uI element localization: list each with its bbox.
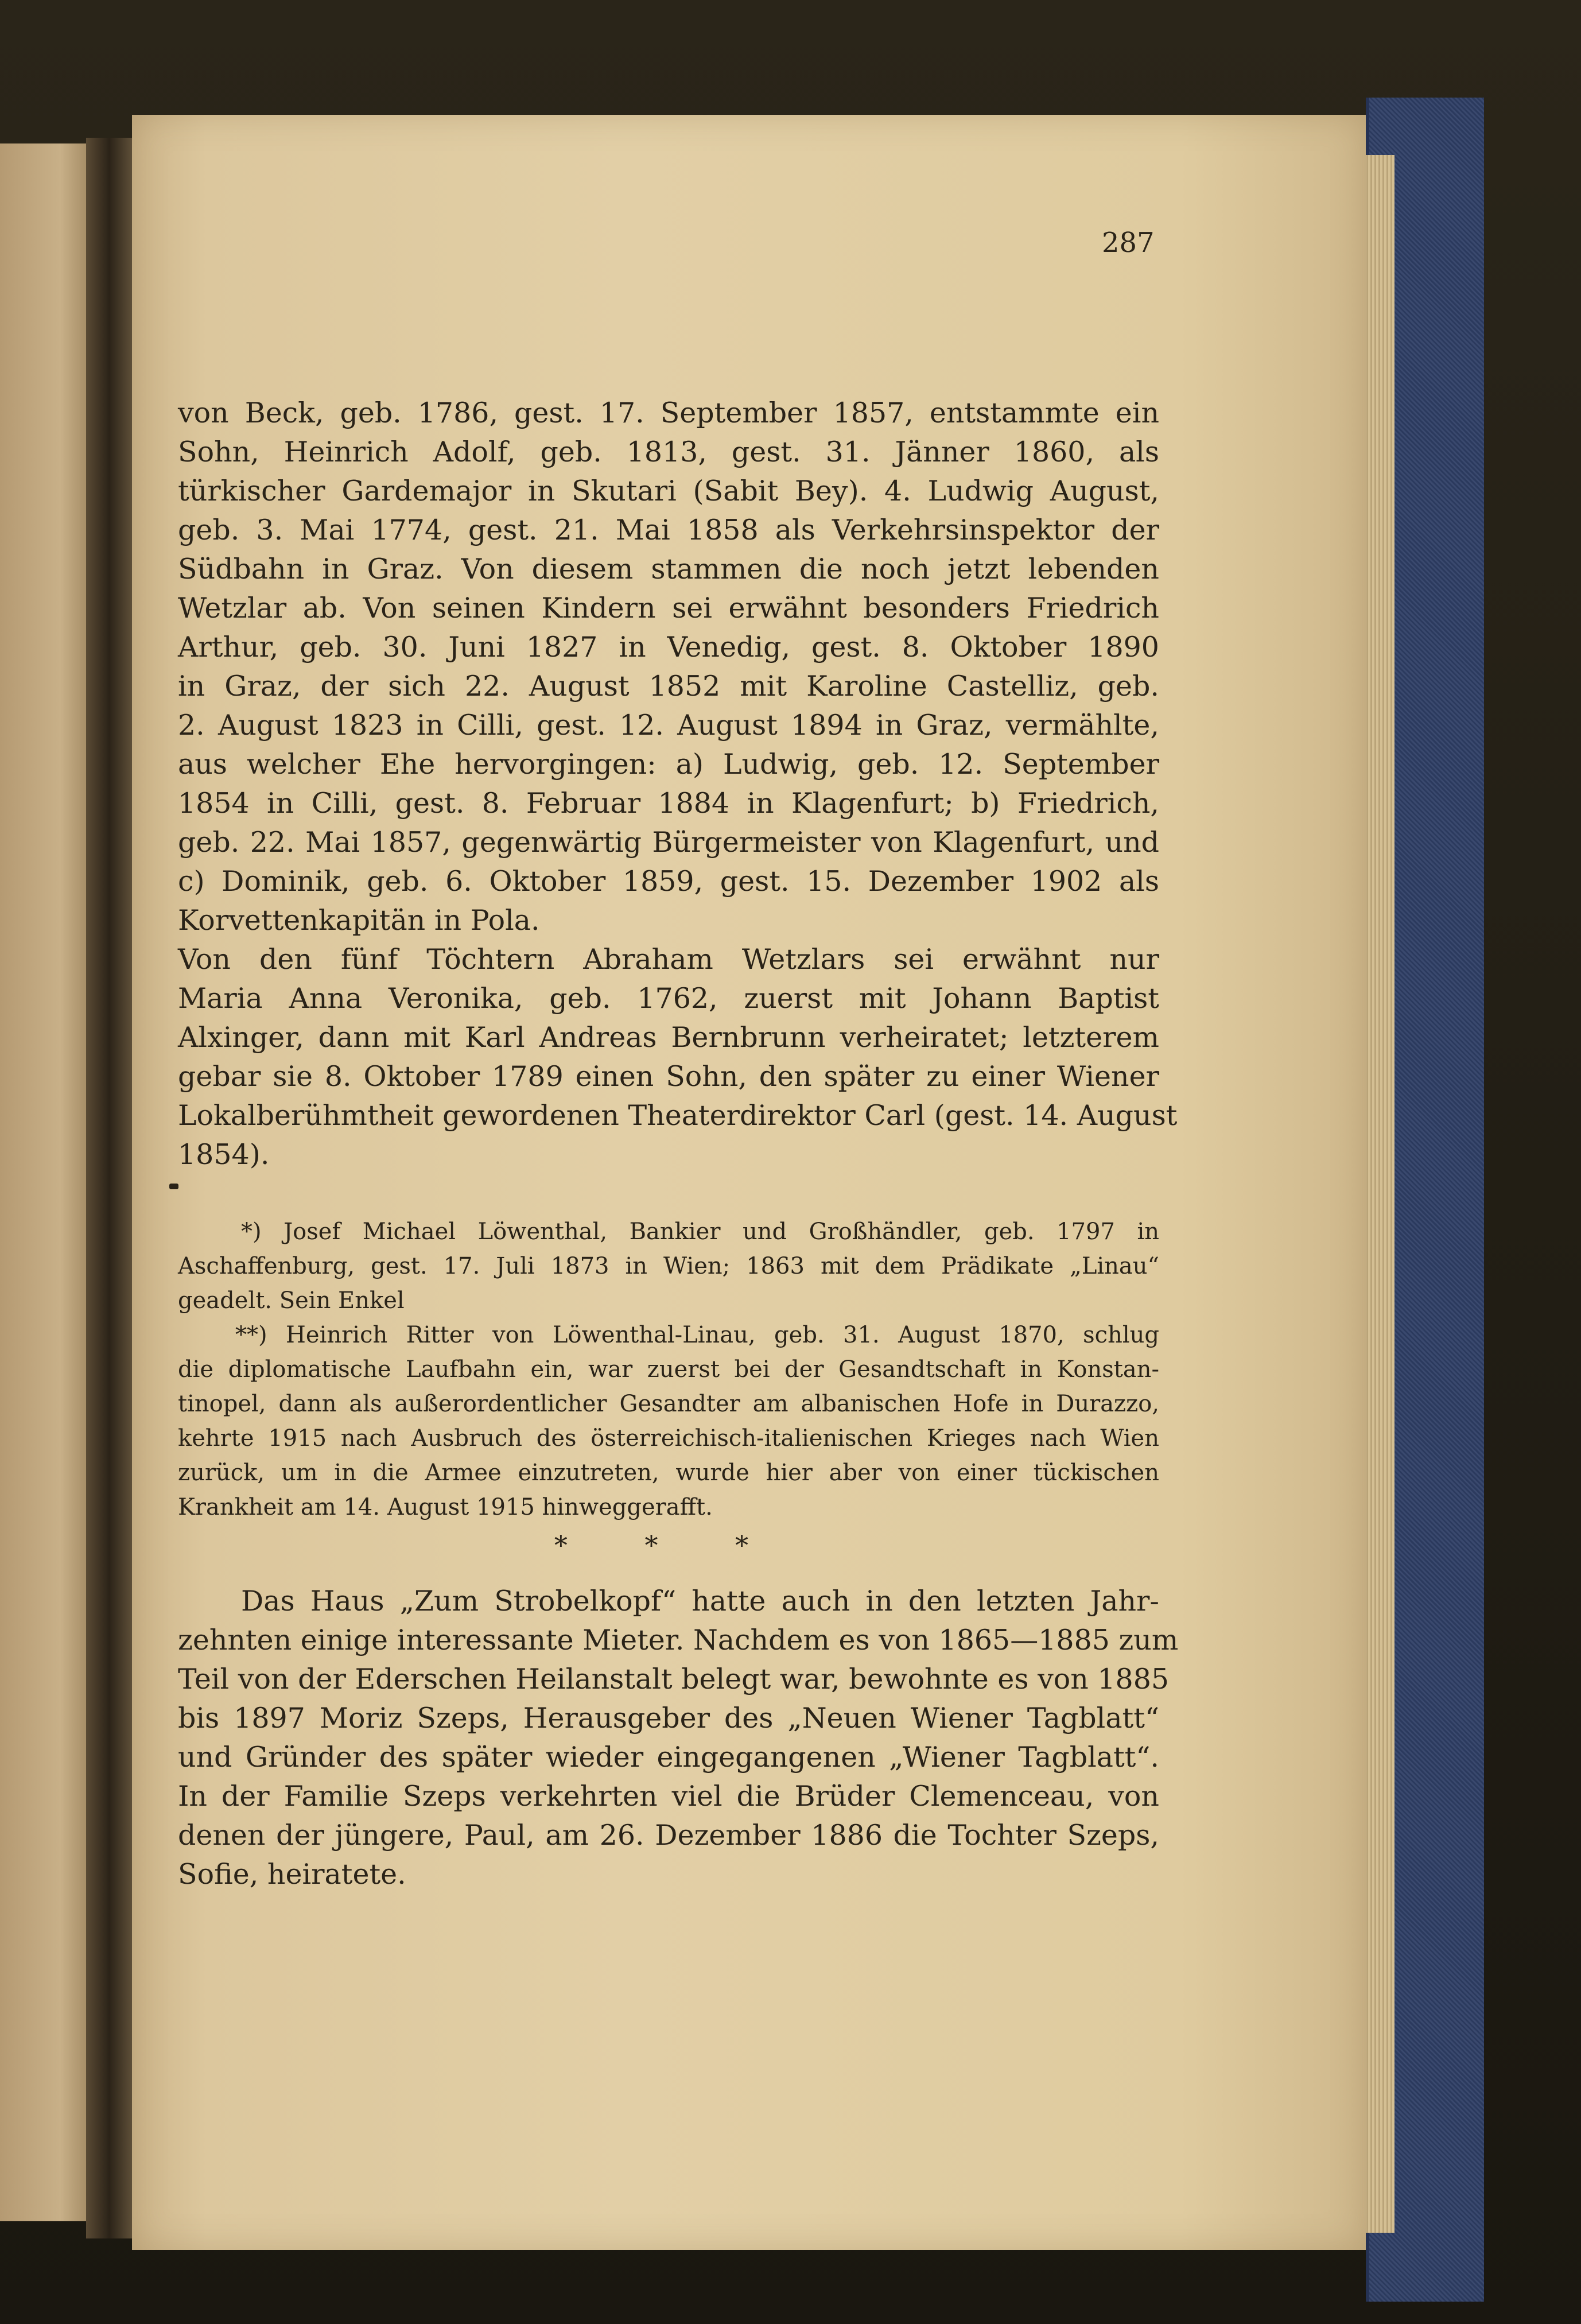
text-line: Teil von der Ederschen Heilanstalt belegt war, bewohnte es von 1885 — [178, 1663, 1170, 1696]
text-line: 2. August 1823 in Cilli, gest. 12. August 1894 in Graz, vermählte, — [178, 709, 1159, 742]
text-line: gebar sie 8. Oktober 1789 einen Sohn, den später zu einer Wiener — [178, 1060, 1159, 1093]
footnote-line: Krankheit am 14. August 1915 hinweggerafft. — [178, 1494, 713, 1520]
text-line: 1854). — [178, 1138, 270, 1171]
text-line: von Beck, geb. 1786, gest. 17. September 1857, entstammte ein — [178, 397, 1159, 429]
text-line: Alxinger, dann mit Karl Andreas Bernbrunn verheiratet; letzterem — [178, 1021, 1159, 1054]
footnote-line: die diplomatische Laufbahn ein, war zuerst bei der Gesandtschaft in Konstan- — [178, 1356, 1159, 1383]
page-number: 287 — [1102, 227, 1155, 259]
text-line: in Graz, der sich 22. August 1852 mit Karoline Castelliz, geb. — [178, 670, 1159, 703]
footnote-line: *) Josef Michael Löwenthal, Bankier und Großhändler, geb. 1797 in — [241, 1219, 1159, 1245]
text-line: In der Familie Szeps verkehrten viel die Brüder Clemenceau, von — [178, 1780, 1159, 1813]
section-separator: * * * — [554, 1530, 783, 1561]
footnote-line: Aschaffenburg, gest. 17. Juli 1873 in Wien; 1863 mit dem Prädikate „Linau“ — [178, 1253, 1159, 1279]
text-line: Korvettenkapitän in Pola. — [178, 904, 540, 937]
margin-mark — [169, 1184, 178, 1189]
footnote-line: **) Heinrich Ritter von Löwenthal-Linau, geb. 31. August 1870, schlug — [235, 1322, 1159, 1348]
text-line: zehnten einige interessante Mieter. Nachdem es von 1865—1885 zum — [178, 1624, 1179, 1656]
text-line: Sohn, Heinrich Adolf, geb. 1813, gest. 31. Jänner 1860, als — [178, 436, 1159, 468]
text-line: geb. 3. Mai 1774, gest. 21. Mai 1858 als Verkehrsinspektor der — [178, 514, 1159, 546]
text-line: denen der jüngere, Paul, am 26. Dezember 1886 die Tochter Szeps, — [178, 1819, 1159, 1852]
text-line: Wetzlar ab. Von seinen Kindern sei erwähnt besonders Friedrich — [178, 592, 1159, 624]
text-line: Arthur, geb. 30. Juni 1827 in Venedig, gest. 8. Oktober 1890 — [178, 631, 1159, 664]
text-line: und Gründer des später wieder eingegangenen „Wiener Tagblatt“. — [178, 1741, 1159, 1774]
footnote-line: zurück, um in die Armee einzutreten, wurde hier aber von einer tückischen — [178, 1460, 1159, 1486]
text-line: bis 1897 Moriz Szeps, Herausgeber des „Neuen Wiener Tagblatt“ — [178, 1702, 1159, 1735]
text-line: Südbahn in Graz. Von diesem stammen die noch jetzt lebenden — [178, 553, 1159, 585]
footnote-line: geadelt. Sein Enkel — [178, 1287, 405, 1314]
text-line: Von den fünf Töchtern Abraham Wetzlars sei erwähnt nur — [178, 943, 1159, 976]
book-gutter — [86, 138, 138, 2238]
text-line: Sofie, heiratete. — [178, 1858, 406, 1891]
text-line: Lokalberühmtheit gewordenen Theaterdirektor Carl (gest. 14. August — [178, 1099, 1178, 1132]
text-line: geb. 22. Mai 1857, gegenwärtig Bürgermeister von Klagenfurt, und — [178, 826, 1159, 859]
text-line: Das Haus „Zum Strobelkopf“ hatte auch in den letzten Jahr- — [241, 1585, 1159, 1617]
text-line: c) Dominik, geb. 6. Oktober 1859, gest. 15. Dezember 1902 als — [178, 865, 1159, 898]
footnote-line: tinopel, dann als außerordentlicher Gesandter am albanischen Hofe in Durazzo, — [178, 1391, 1159, 1417]
footnote-line: kehrte 1915 nach Ausbruch des österreichisch-italienischen Krieges nach Wien — [178, 1425, 1159, 1452]
text-line: 1854 in Cilli, gest. 8. Februar 1884 in Klagenfurt; b) Friedrich, — [178, 787, 1159, 820]
facing-page-edge — [0, 143, 86, 2221]
text-line: türkischer Gardemajor in Skutari (Sabit Bey). 4. Ludwig August, — [178, 475, 1159, 507]
text-line: Maria Anna Veronika, geb. 1762, zuerst mit Johann Baptist — [178, 982, 1159, 1015]
text-line: aus welcher Ehe hervorgingen: a) Ludwig, geb. 12. September — [178, 748, 1159, 781]
